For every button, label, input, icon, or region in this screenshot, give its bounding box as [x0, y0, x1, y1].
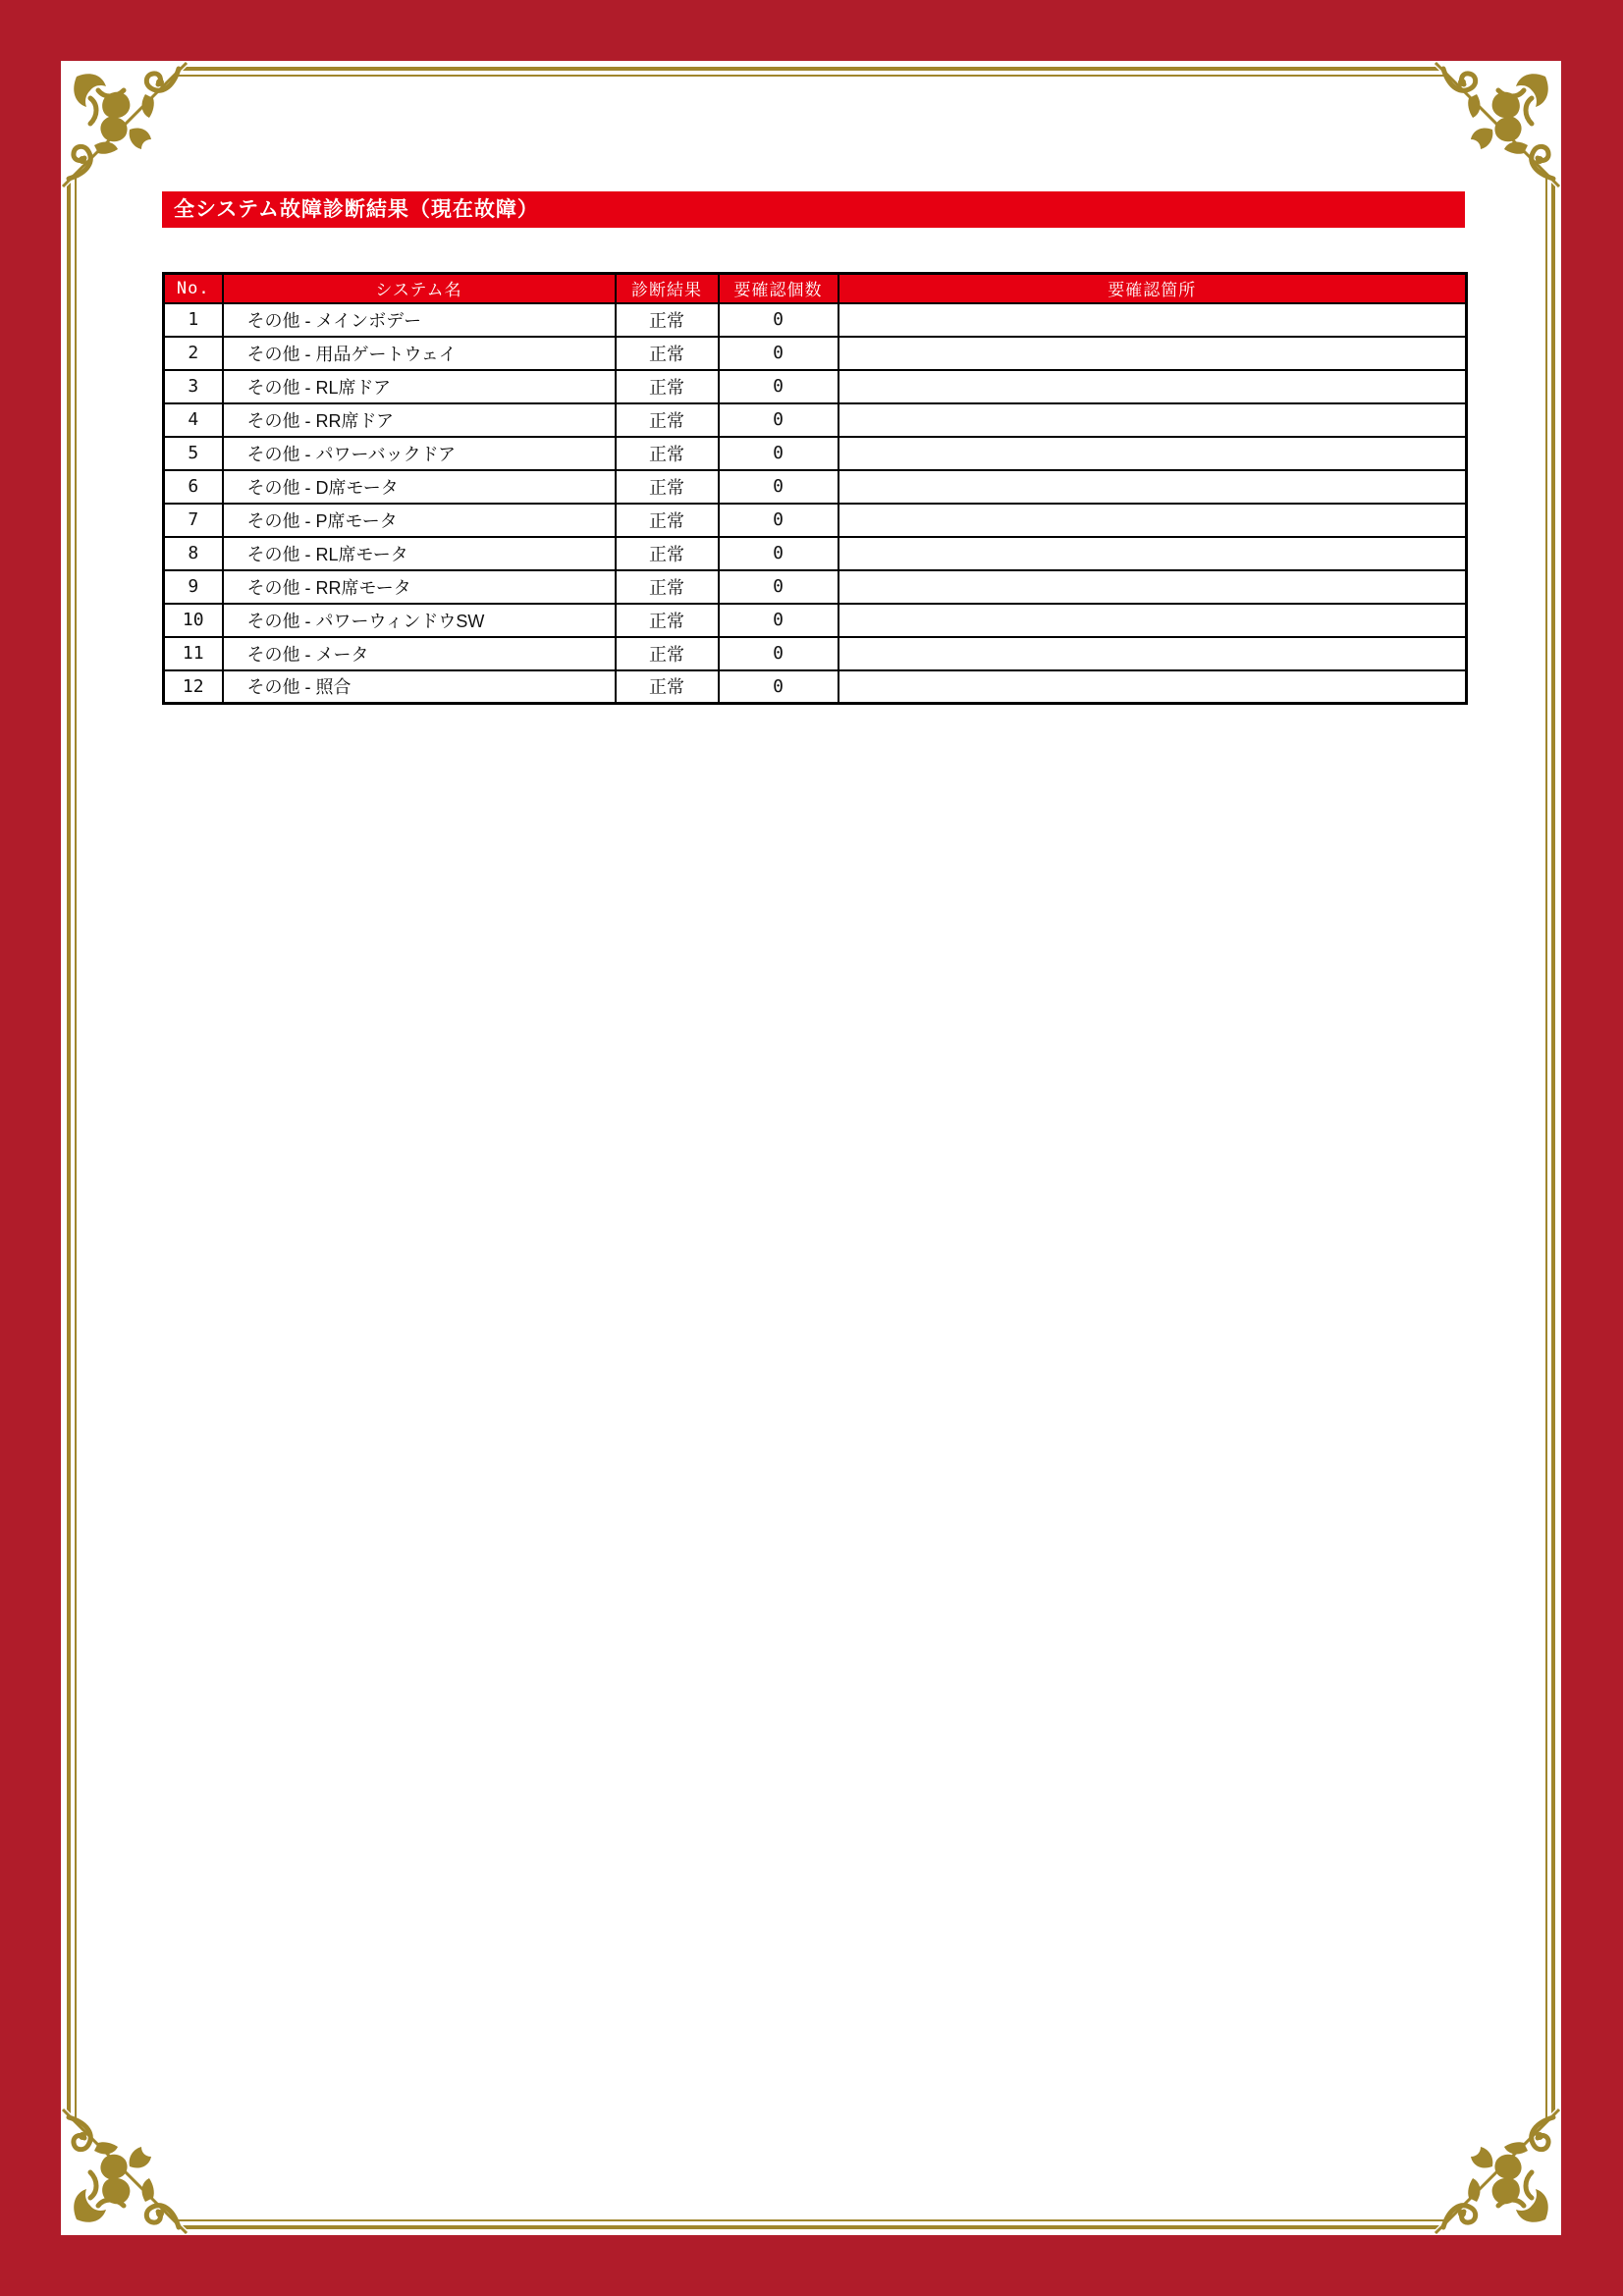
cell-no: 4: [164, 403, 223, 437]
table-row: [164, 303, 1467, 337]
cell-result: 正常: [616, 604, 719, 637]
cell-result: 正常: [616, 470, 719, 504]
cell-result: 正常: [616, 537, 719, 570]
header-row: [164, 274, 1467, 303]
cell-count: 0: [719, 504, 839, 537]
cell-no: 5: [164, 437, 223, 470]
cell-result: 正常: [616, 370, 719, 403]
corner-flourish-bottom-left-icon: [61, 2104, 192, 2235]
table-row: [164, 504, 1467, 537]
col-header-system-name: システム名: [223, 274, 616, 303]
cell-check-location: [839, 504, 1467, 537]
corner-flourish-top-left-icon: [61, 61, 192, 192]
report-page: [61, 61, 1561, 2235]
cell-count: 0: [719, 370, 839, 403]
corner-flourish-bottom-right-icon: [1430, 2104, 1561, 2235]
report-title: 全システム故障診断結果（現在故障）: [174, 198, 539, 221]
table-row: [164, 604, 1467, 637]
cell-check-location: [839, 670, 1467, 704]
cell-count: 0: [719, 337, 839, 370]
cell-system-name: その他 - パワーバックドア: [223, 437, 616, 470]
table-row: [164, 570, 1467, 604]
table-row: [164, 470, 1467, 504]
cell-system-name: その他 - RR席モータ: [223, 570, 616, 604]
table-row: [164, 670, 1467, 704]
cell-system-name: その他 - D席モータ: [223, 470, 616, 504]
cell-no: 2: [164, 337, 223, 370]
cell-system-name: その他 - RL席モータ: [223, 537, 616, 570]
cell-check-location: [839, 437, 1467, 470]
table-row: [164, 637, 1467, 670]
cell-check-location: [839, 470, 1467, 504]
cell-no: 8: [164, 537, 223, 570]
table-row: [164, 437, 1467, 470]
cell-count: 0: [719, 537, 839, 570]
cell-result: 正常: [616, 637, 719, 670]
cell-system-name: その他 - RL席ドア: [223, 370, 616, 403]
cell-no: 6: [164, 470, 223, 504]
table-row: [164, 337, 1467, 370]
cell-result: 正常: [616, 437, 719, 470]
col-header-no: No.: [164, 274, 223, 303]
cell-check-location: [839, 337, 1467, 370]
col-header-check-count: 要確認個数: [719, 274, 839, 303]
diagnosis-table-body: [164, 303, 1467, 704]
cell-check-location: [839, 604, 1467, 637]
cell-no: 11: [164, 637, 223, 670]
cell-result: 正常: [616, 670, 719, 704]
cell-count: 0: [719, 470, 839, 504]
cell-check-location: [839, 303, 1467, 337]
cell-system-name: その他 - メータ: [223, 637, 616, 670]
cell-count: 0: [719, 670, 839, 704]
cell-system-name: その他 - 用品ゲートウェイ: [223, 337, 616, 370]
diagnosis-table: [162, 272, 1468, 705]
cell-system-name: その他 - P席モータ: [223, 504, 616, 537]
cell-check-location: [839, 537, 1467, 570]
corner-flourish-top-right-icon: [1430, 61, 1561, 192]
table-row: [164, 370, 1467, 403]
table-row: [164, 403, 1467, 437]
col-header-check-location: 要確認箇所: [839, 274, 1467, 303]
cell-count: 0: [719, 570, 839, 604]
cell-system-name: その他 - メインボデー: [223, 303, 616, 337]
cell-count: 0: [719, 604, 839, 637]
col-header-diagnosis-result: 診断結果: [616, 274, 719, 303]
diagnosis-table-header: [164, 274, 1467, 303]
cell-no: 9: [164, 570, 223, 604]
cell-no: 10: [164, 604, 223, 637]
table-row: [164, 537, 1467, 570]
cell-system-name: その他 - パワーウィンドウSW: [223, 604, 616, 637]
cell-system-name: その他 - 照合: [223, 670, 616, 704]
report-title-bar: [162, 191, 1465, 228]
cell-result: 正常: [616, 337, 719, 370]
cell-check-location: [839, 370, 1467, 403]
cell-no: 12: [164, 670, 223, 704]
cell-count: 0: [719, 437, 839, 470]
cell-check-location: [839, 637, 1467, 670]
cell-check-location: [839, 403, 1467, 437]
cell-count: 0: [719, 637, 839, 670]
cell-result: 正常: [616, 303, 719, 337]
cell-count: 0: [719, 403, 839, 437]
cell-count: 0: [719, 303, 839, 337]
cell-system-name: その他 - RR席ドア: [223, 403, 616, 437]
cell-result: 正常: [616, 504, 719, 537]
cell-result: 正常: [616, 570, 719, 604]
cell-no: 1: [164, 303, 223, 337]
cell-result: 正常: [616, 403, 719, 437]
cell-no: 3: [164, 370, 223, 403]
cell-check-location: [839, 570, 1467, 604]
cell-no: 7: [164, 504, 223, 537]
